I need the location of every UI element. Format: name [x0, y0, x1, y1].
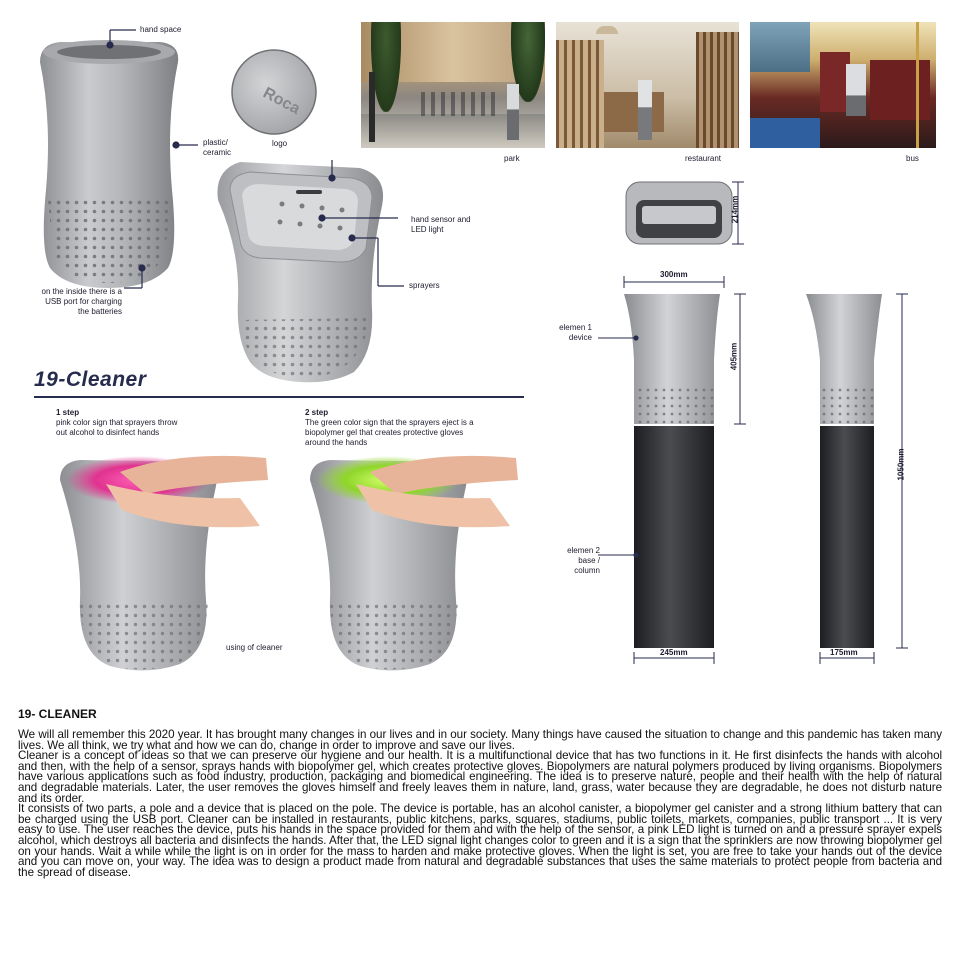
article-paragraph: Cleaner is a concept of ideas so that we can preserve our hygiene and our health. It is a multifunctional device that has two functions in it. He first disinfects the hands with alcohol and then, with the help of a sensor, sprays hands with biopolymer gel, which creates protective gloves. Biopolymers are natural polymers produced by living organisms. Biopolymers have various applications such as food industry, production, packaging and biomedical engineering. The idea is to preserve nature, people and their health with the help of natural and degradable materials. Later, the user removes the gloves himself and freely leaves them in nature, land, grass, water because they are degradable, he does not disturb nature and its order. — [18, 749, 942, 805]
photo-caption-bus: bus — [906, 154, 919, 163]
top-view — [626, 182, 732, 244]
label-hand-space: hand space — [140, 25, 182, 34]
label-plastic: plastic/ ceramic — [203, 138, 232, 157]
dim-width-top: 300mm — [660, 270, 688, 279]
usage-caption: using of cleaner — [226, 643, 283, 652]
technical-drawing — [540, 170, 940, 670]
title-underline — [34, 394, 524, 400]
side-view — [806, 294, 882, 648]
device-render-front — [40, 40, 178, 288]
photo-caption-restaurant: restaurant — [685, 154, 722, 163]
article-paragraph: It consists of two parts, a pole and a device that is placed on the pole. The device is portable, has an alcohol canister, a biopolymer gel canister and a strong lithium battery that can be charged using the USB port. Cleaner can be installed in restaurants, public kitchens, parks, squares, stadiums, public toilets, markets, companies, public transport ... It is very easy to use. The user reaches the device, puts his hands in the space provided for them and with the help of the sensor, a pink LED light is turned on and a pressure sprayer expels alcohol, which destroys all bacteria and disinfects the hands. After that, the LED signal light changes color to green and it is a sign that the sprinklers are now throwing biopolymer gel on your hands. Wait a while while the light is on in order for the mass to harden and make protective gloves. When the light is set, you are free to take your hands out of the device and you can move on, your way. The idea was to design a product made from natural and degradable substances that uses the same materials to protect people from bacteria and the spread of disease. — [18, 802, 942, 879]
photo-park — [361, 22, 545, 148]
product-title: 19-Cleaner — [34, 368, 147, 391]
usage-device-green — [310, 456, 518, 671]
dim-device-height: 405mm — [729, 342, 739, 371]
dim-base-width: 245mm — [660, 648, 688, 657]
logo-detail — [232, 50, 316, 134]
label-hand-sensor: hand sensor and LED light — [411, 215, 471, 234]
label-usb: on the inside there is a USB port for charging the batteries — [41, 287, 122, 316]
usage-illustration — [50, 440, 530, 680]
step-2: 2 step The green color sign that the sprayers eject is a biopolymer gel that creates protective gloves around the hands — [305, 408, 474, 447]
photo-caption-park: park — [504, 154, 520, 163]
device-render-open — [217, 162, 383, 382]
photo-restaurant — [556, 22, 739, 148]
dim-total-height: 1050mm — [896, 448, 906, 481]
label-element-2: elemen 2 base / column — [567, 546, 600, 575]
dim-side-width: 175mm — [830, 648, 858, 657]
article-body — [18, 730, 942, 878]
step-1: 1 step pink color sign that sprayers throw out alcohol to disinfect hands — [56, 408, 178, 437]
photo-bus — [750, 22, 936, 148]
usage-device-pink — [60, 456, 268, 671]
article-paragraph: We will all remember this 2020 year. It has brought many changes in our lives and in our society. Many things have caused the situation to change and this pandemic has taken many lives. We all think, we try what and how we can do, change in order to improve and save our lives. — [18, 728, 942, 752]
front-view — [624, 294, 720, 648]
article-heading: 19- CLEANER — [18, 707, 97, 721]
label-logo: logo — [272, 139, 288, 148]
logo-text: Roca — [260, 84, 303, 118]
dim-top-depth: 214mm — [730, 195, 740, 224]
label-sprayers: sprayers — [409, 281, 440, 290]
label-element-1: elemen 1 device — [559, 323, 592, 342]
